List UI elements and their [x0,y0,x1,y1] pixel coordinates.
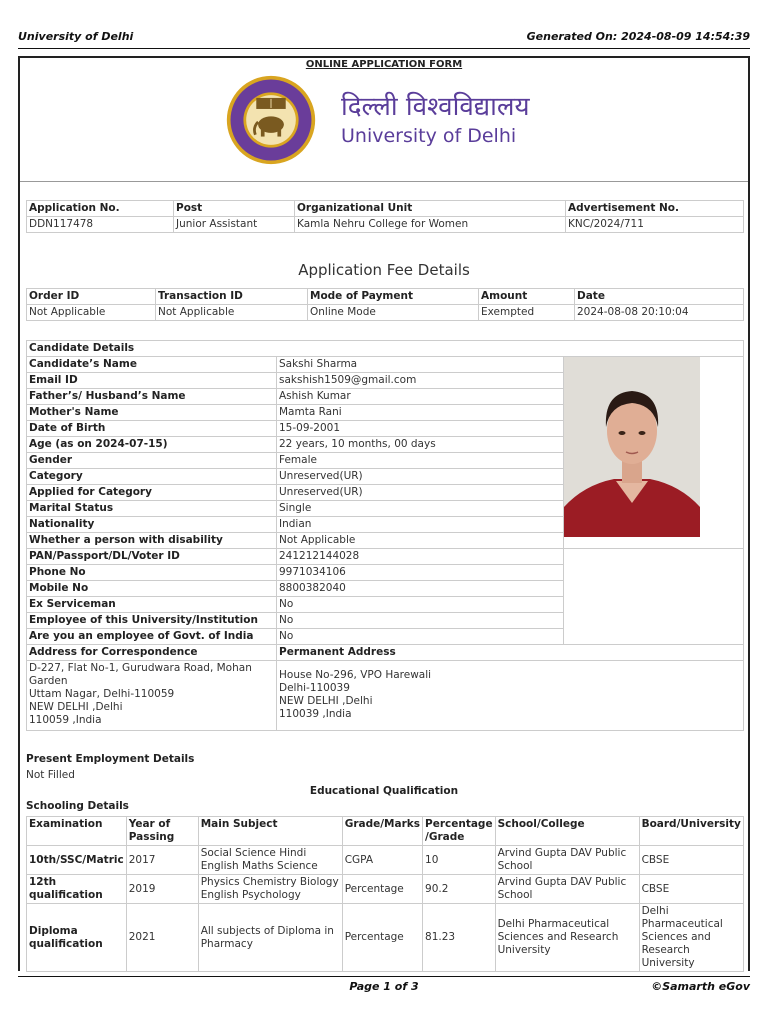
examination: 12th qualification [27,875,127,904]
post: Junior Assistant [174,217,295,233]
field-value: 8800382040 [277,581,564,597]
percentage-grade: 81.23 [423,904,496,972]
col-mode-of-payment: Mode of Payment [308,289,479,305]
field-label: Date of Birth [27,421,277,437]
logo-divider [20,181,748,182]
field-value: 15-09-2001 [277,421,564,437]
candidate-section-title: Candidate Details [27,341,744,357]
header-divider [18,48,750,49]
application-info-table [26,200,744,233]
address-line: D-227, Flat No-1, Gurudwara Road, Mohan Garden [29,662,252,687]
copyright: ©Samarth eGov [651,980,750,993]
address-line: Uttam Nagar, Delhi-110059 [29,688,175,700]
field-value: No [277,629,564,645]
university-logo [225,74,530,166]
table-row [27,904,744,972]
field-value: 9971034106 [277,565,564,581]
field-label: Ex Serviceman [27,597,277,613]
page-number: Page 1 of 3 [349,980,419,993]
examination: 10th/SSC/Matric [27,846,127,875]
col-org-unit: Organizational Unit [295,201,566,217]
logo-english-name: University of Delhi [341,125,517,147]
permanent-address [277,661,744,731]
field-value: 22 years, 10 months, 00 days [277,437,564,453]
address-values-row [27,661,744,731]
col-order-id: Order ID [27,289,156,305]
grade-marks: Percentage [342,875,422,904]
field-label: Employee of this University/Institution [27,613,277,629]
candidate-photo [564,357,700,537]
schooling-section-title: Schooling Details [26,800,129,812]
table-header-row [27,817,744,846]
address-line: Delhi-110039 [279,682,350,694]
field-value: Unreserved(UR) [277,485,564,501]
grade-marks: CGPA [342,846,422,875]
col-date: Date [575,289,744,305]
schooling-table [26,816,744,972]
page-footer [18,980,750,994]
correspondence-address-label: Address for Correspondence [27,645,277,661]
field-label: Are you an employee of Govt. of India [27,629,277,645]
col-percentage-grade: Percentage /Grade [423,817,496,846]
year-of-passing: 2017 [126,846,198,875]
percentage-grade: 90.2 [423,875,496,904]
header-university: University of Delhi [18,30,134,43]
candidate-details-table [26,340,744,731]
field-label: Father’s/ Husband’s Name [27,389,277,405]
main-subject: All subjects of Diploma in Pharmacy [198,904,342,972]
advertisement-no: KNC/2024/711 [566,217,744,233]
photo-cell [564,357,744,549]
field-label: Email ID [27,373,277,389]
fee-date: 2024-08-08 20:10:04 [575,305,744,321]
address-line: 110059 ,India [29,714,102,726]
main-subject: Physics Chemistry Biology English Psychology [198,875,342,904]
table-row [27,875,744,904]
header-generated-on: Generated On: 2024-08-09 14:54:39 [526,30,750,43]
logo-hindi-name: दिल्ली विश्वविद्यालय [341,92,530,122]
col-advertisement-no: Advertisement No. [566,201,744,217]
col-transaction-id: Transaction ID [156,289,308,305]
empty-cell [564,549,744,645]
organizational-unit: Kamla Nehru College for Women [295,217,566,233]
field-label: Mother's Name [27,405,277,421]
col-amount: Amount [479,289,575,305]
field-label: Candidate’s Name [27,357,277,373]
address-header-row [27,645,744,661]
mode-of-payment: Online Mode [308,305,479,321]
page-header [18,30,750,46]
grade-marks: Percentage [342,904,422,972]
candidate-row [27,357,744,373]
footer-divider [18,976,750,977]
field-label: Category [27,469,277,485]
col-school-college: School/College [495,817,639,846]
field-label: Mobile No [27,581,277,597]
field-value: Not Applicable [277,533,564,549]
table-row [27,217,744,233]
col-post: Post [174,201,295,217]
form-title: ONLINE APPLICATION FORM [305,59,463,70]
field-value: 241212144028 [277,549,564,565]
field-label: Whether a person with disability [27,533,277,549]
employment-value: Not Filled [26,769,75,781]
field-value: Single [277,501,564,517]
field-value: Female [277,453,564,469]
permanent-address-label: Permanent Address [277,645,744,661]
amount: Exempted [479,305,575,321]
address-line: NEW DELHI ,Delhi [29,701,123,713]
field-value: Unreserved(UR) [277,469,564,485]
col-grade-marks: Grade/Marks [342,817,422,846]
col-year-of-passing: Year of Passing [126,817,198,846]
order-id: Not Applicable [27,305,156,321]
table-header-row [27,201,744,217]
address-line: House No-296, VPO Harewali [279,669,432,681]
field-value: Ashish Kumar [277,389,564,405]
field-label: Applied for Category [27,485,277,501]
candidate-row [27,549,744,565]
board-university: CBSE [639,875,743,904]
application-no: DDN117478 [27,217,174,233]
examination: Diploma qualification [27,904,127,972]
school-college: Delhi Pharmaceutical Sciences and Research University [495,904,639,972]
school-college: Arvind Gupta DAV Public School [495,875,639,904]
main-subject: Social Science Hindi English Maths Science [198,846,342,875]
field-label: Gender [27,453,277,469]
field-label: Age (as on 2024-07-15) [27,437,277,453]
address-line: 110039 ,India [279,708,352,720]
field-value: sakshish1509@gmail.com [277,373,564,389]
university-seal-icon [225,74,317,166]
col-main-subject: Main Subject [198,817,342,846]
percentage-grade: 10 [423,846,496,875]
field-label: Marital Status [27,501,277,517]
school-college: Arvind Gupta DAV Public School [495,846,639,875]
fee-table [26,288,744,321]
field-value: Mamta Rani [277,405,564,421]
board-university: Delhi Pharmaceutical Sciences and Research University [639,904,743,972]
col-application-no: Application No. [27,201,174,217]
field-value: No [277,613,564,629]
board-university: CBSE [639,846,743,875]
transaction-id: Not Applicable [156,305,308,321]
field-value: Sakshi Sharma [277,357,564,373]
col-board-university: Board/University [639,817,743,846]
employment-section-title: Present Employment Details [26,753,195,765]
field-label: Phone No [27,565,277,581]
table-row [27,305,744,321]
address-line: NEW DELHI ,Delhi [279,695,373,707]
education-section-title: Educational Qualification [309,785,459,797]
application-form [18,56,750,971]
candidate-section-row [27,341,744,357]
correspondence-address [27,661,277,731]
field-label: PAN/Passport/DL/Voter ID [27,549,277,565]
table-header-row [27,289,744,305]
field-label: Nationality [27,517,277,533]
fee-section-title: Application Fee Details [298,261,470,279]
year-of-passing: 2021 [126,904,198,972]
table-row [27,846,744,875]
field-value: No [277,597,564,613]
logo-text [341,91,530,149]
field-value: Indian [277,517,564,533]
year-of-passing: 2019 [126,875,198,904]
col-examination: Examination [27,817,127,846]
